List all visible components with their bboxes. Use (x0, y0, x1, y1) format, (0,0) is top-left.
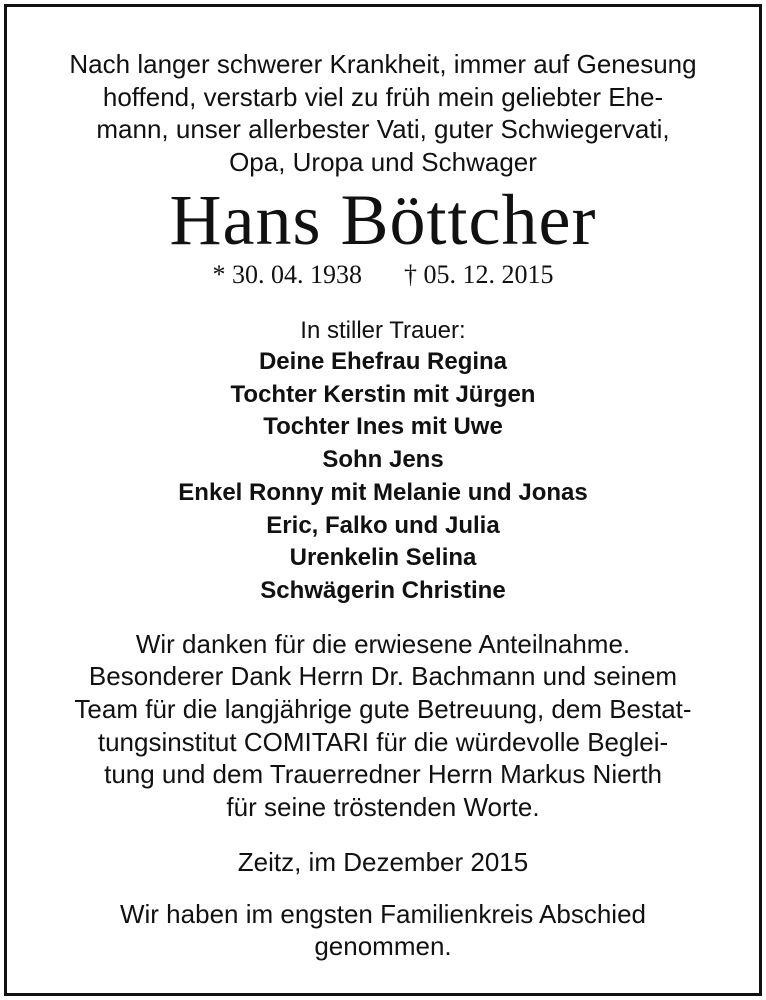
mourners-list (7, 346, 759, 608)
intro-text (7, 48, 759, 178)
mourning-label: In stiller Trauer: (300, 317, 466, 344)
thanks-line: für seine tröstenden Worte. (226, 792, 540, 823)
thanks-text (7, 628, 759, 824)
farewell-text (7, 898, 759, 963)
thanks-line: Wir danken für die erwiesene Anteilnahme. (135, 628, 631, 659)
farewell-line: genommen. (314, 931, 452, 962)
birth-date: * 30. 04. 1938 (212, 260, 362, 289)
thanks-line: Team für die langjährige gute Betreuung, dem Bestat- (74, 694, 692, 725)
thanks-line: tungsinstitut COMITARI für die würdevolle Beglei- (97, 726, 669, 757)
mourner: Sohn Jens (322, 446, 444, 474)
mourner: Urenkelin Selina (289, 544, 477, 572)
deceased-name: Hans Böttcher (169, 180, 597, 260)
thanks-line: Besonderer Dank Herrn Dr. Bachmann und seinem (88, 661, 678, 692)
intro-line: hoffend, verstarb viel zu früh mein geliebter Ehe- (102, 81, 664, 112)
farewell-line: Wir haben im engsten Familienkreis Abschied (119, 898, 647, 929)
mourner: Tochter Kerstin mit Jürgen (230, 380, 536, 408)
mourner: Deine Ehefrau Regina (258, 348, 508, 375)
mourner: Tochter Ines mit Uwe (263, 413, 503, 441)
intro-line: Nach langer schwerer Krankheit, immer auf Genesung (69, 49, 697, 79)
place-date: Zeitz, im Dezember 2015 (237, 846, 529, 877)
mourner: Enkel Ronny mit Melanie und Jonas (178, 478, 588, 506)
mourner: Schwägerin Christine (260, 576, 506, 604)
intro-line: mann, unser allerbester Vati, guter Schwiegervati, (96, 114, 670, 144)
mourner: Eric, Falko und Julia (266, 511, 500, 539)
obituary-notice (7, 48, 759, 963)
intro-line: Opa, Uropa und Schwager (229, 146, 537, 177)
death-date: † 05. 12. 2015 (404, 260, 554, 289)
thanks-line: tung und dem Trauerredner Herrn Markus Nierth (104, 759, 662, 790)
life-dates (7, 260, 759, 290)
